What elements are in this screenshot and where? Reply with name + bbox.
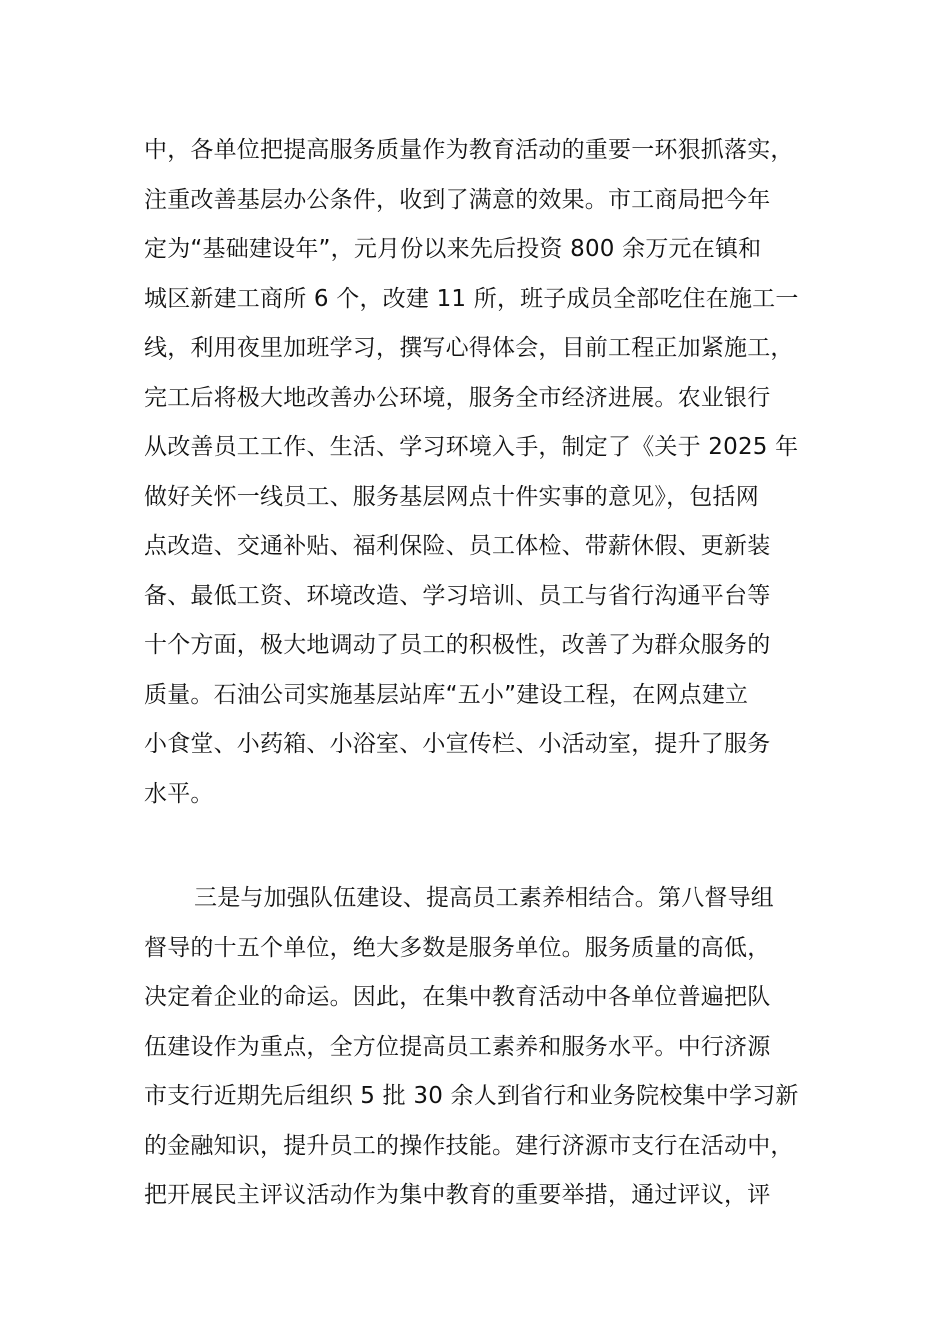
text-line: 做好关怀一线员工、服务基层网点十件实事的意见》，包括网 [144,483,759,510]
text-line: 城区新建工商所 6 个，改建 11 所，班子成员全部吃住在施工一 [144,285,799,312]
text-line: 定为“基础建设年”，元月份以来先后投资 800 余万元在镇和 [144,236,762,262]
text-line: 市支行近期先后组织 5 批 30 余人到省行和业务院校集中学习新 [144,1083,799,1109]
paragraph-1 [144,126,834,819]
text-line: 中，各单位把提高服务质量作为教育活动的重要一环狠抓落实， [144,137,794,163]
text-line: 水平。 [144,780,214,807]
paragraph-2 [144,874,834,1221]
text-line: 注重改善基层办公条件，收到了满意的效果。市工商局把今年 [144,186,771,213]
text-line: 完工后将极大地改善办公环境，服务全市经济进展。农业银行 [144,384,771,411]
text-line: 小食堂、小药箱、小浴室、小宣传栏、小活动室，提升了服务 [144,731,771,757]
text-line: 伍建设作为重点，全方位提高员工素养和服务水平。中行济源 [144,1033,771,1060]
text-line: 从改善员工工作、生活、学习环境入手，制定了《关于 2025 年 [144,434,799,460]
text-line: 督导的十五个单位，绝大多数是服务单位。服务质量的高低， [144,934,771,961]
text-line: 十个方面，极大地调动了员工的积极性，改善了为群众服务的 [144,632,771,658]
text-line: 把开展民主评议活动作为集中教育的重要举措，通过评议，评 [144,1182,771,1208]
text-line: 点改造、交通补贴、福利保险、员工体检、带薪休假、更新装 [144,533,771,559]
text-line: 线，利用夜里加班学习，撰写心得体会，目前工程正加紧施工， [144,335,794,361]
text-line: 备、最低工资、环境改造、学习培训、员工与省行沟通平台等 [144,582,771,609]
text-line: 的金融知识，提升员工的操作技能。建行济源市支行在活动中， [144,1132,794,1159]
text-line: 质量。石油公司实施基层站库“五小”建设工程，在网点建立 [144,681,749,708]
text-line: 决定着企业的命运。因此，在集中教育活动中各单位普遍把队 [144,984,771,1010]
text-line-indented: 三是与加强队伍建设、提高员工素养相结合。第八督导组 [194,885,774,911]
